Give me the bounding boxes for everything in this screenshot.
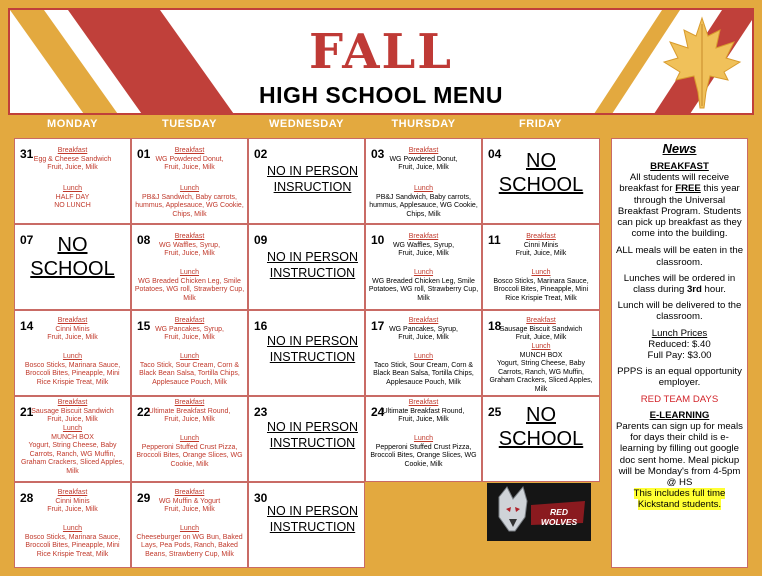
lunch-item: Milk (183, 294, 196, 302)
lunch-item: hummus, Applesauce, WG Cookie, (135, 202, 244, 210)
breakfast-heading: Breakfast (174, 233, 205, 240)
kickstand-highlight: This includes full time Kickstand students. (633, 488, 726, 511)
lunch-item: HALF DAY (55, 193, 90, 201)
day-number: 21 (20, 405, 34, 419)
day-cell-30 (248, 482, 365, 568)
day-cell-17 (365, 310, 482, 396)
lunch-item: Cookie, Milk (170, 460, 209, 468)
day-cell-18 (482, 310, 600, 396)
lunch-item: Cheeseburger on WG Bun, Baked (136, 533, 243, 541)
day-cell-29 (131, 482, 248, 568)
lunch-order-note (614, 273, 745, 295)
lunch-item: Chips, Milk (172, 210, 207, 218)
no-school-notice (483, 403, 599, 451)
lunch-item: Taco Stick, Sour Cream, Corn & (139, 361, 240, 369)
lunch-section (132, 525, 247, 559)
breakfast-info-heading: BREAKFAST (650, 161, 709, 172)
day-number: 25 (488, 405, 502, 419)
breakfast-section (132, 147, 247, 173)
lunch-item: Black Bean Salsa, Tortilla Chips, (373, 370, 474, 378)
breakfast-item: Fruit, Juice, Milk (515, 334, 567, 342)
lunch-heading: Lunch (179, 269, 200, 276)
breakfast-info-text: All students will receive breakfast for (619, 172, 730, 195)
lunch-item: Chips, Milk (406, 210, 441, 218)
day-header-thursday: THURSDAY (391, 118, 456, 130)
breakfast-item: Fruit, Juice, Milk (47, 334, 98, 342)
notice-line: SCHOOL (498, 174, 584, 196)
breakfast-section (15, 147, 130, 173)
lunch-heading: Lunch (179, 353, 200, 360)
no-school-notice (483, 149, 599, 197)
day-header-tuesday: TUESDAY (161, 118, 218, 130)
lunch-heading: Lunch (62, 353, 83, 360)
lunch-heading: Lunch (413, 269, 434, 276)
notice-line: NO IN PERSON (267, 334, 358, 348)
lunch-item: Graham Crackers, Sliced Apples, (489, 377, 593, 385)
lunch-item: MUNCH BOX (51, 433, 94, 441)
breakfast-item: Fruit, Juice, Milk (164, 334, 215, 342)
breakfast-heading: Breakfast (526, 317, 556, 324)
day-cell-04 (482, 138, 600, 224)
lunch-section (15, 525, 130, 559)
lunch-item: Applesauce Pouch, Milk (386, 378, 461, 386)
no-in-person-notice (263, 333, 362, 365)
lunch-item: WG Breaded Chicken Leg, Smile (372, 277, 475, 285)
lunch-item: Carrots, Ranch, WG Muffin, (29, 450, 116, 458)
notice-line: INSTRUCTION (269, 520, 356, 534)
equal-opportunity-note: PPPS is an equal opportunity employer. (617, 366, 742, 389)
red-team-days: RED TEAM DAYS (640, 393, 719, 405)
lunch-heading: Lunch (531, 343, 551, 350)
lunch-heading: Lunch (413, 353, 434, 360)
day-number: 30 (254, 491, 268, 505)
day-cell-23 (248, 396, 365, 482)
day-number: 24 (371, 405, 385, 419)
day-number: 17 (371, 319, 385, 333)
lunch-heading: Lunch (179, 525, 200, 532)
breakfast-section (366, 399, 481, 425)
breakfast-item: Fruit, Juice, Milk (47, 506, 98, 514)
breakfast-item: WG Muffin & Yogurt (158, 497, 221, 505)
breakfast-heading: Breakfast (408, 233, 439, 240)
day-number: 22 (137, 405, 151, 419)
classroom-meal-note: ALL meals will be eaten in the classroom. (615, 245, 744, 268)
lunch-item: Bosco Sticks, Marinara Sauce, (24, 533, 121, 541)
breakfast-item: WG Pancakes, Syrup, (389, 325, 458, 333)
no-in-person-notice (263, 419, 362, 451)
day-number: 31 (20, 147, 34, 161)
day-number: 16 (254, 319, 268, 333)
day-cell-07 (14, 224, 131, 310)
breakfast-section (15, 317, 130, 343)
notice-line: INSTRUCTION (269, 266, 356, 280)
day-number: 07 (20, 233, 34, 247)
lunch-item: Black Bean Salsa, Tortilla Chips, (139, 370, 240, 378)
day-number: 15 (137, 319, 151, 333)
e-learning-heading: E-LEARNING (649, 409, 710, 421)
lunch-heading: Lunch (413, 185, 434, 192)
breakfast-section (483, 233, 599, 259)
lunch-heading: Lunch (62, 525, 83, 532)
lunch-heading: Lunch (413, 435, 434, 442)
notice-line: SCHOOL (30, 258, 115, 280)
full-price: Full Pay: $3.00 (647, 350, 712, 362)
day-number: 23 (254, 405, 268, 419)
notice-line: NO IN PERSON (267, 504, 358, 518)
day-number: 01 (137, 147, 151, 161)
news-title: News (662, 141, 697, 156)
lunch-item: Yogurt, String Cheese, Baby (28, 442, 117, 450)
page-subtitle: HIGH SCHOOL MENU (259, 82, 503, 108)
lunch-item: WG Breaded Chicken Leg, Smile (138, 277, 241, 285)
breakfast-item: Fruit, Juice, Milk (398, 164, 449, 172)
no-in-person-notice (263, 503, 362, 535)
day-cell-25 (482, 396, 600, 482)
breakfast-item: Fruit, Juice, Milk (398, 250, 449, 258)
breakfast-item: WG Waffles, Syrup, (158, 241, 221, 249)
breakfast-item: Fruit, Juice, Milk (47, 416, 98, 424)
lunch-item: Yogurt, String Cheese, Baby (496, 360, 586, 368)
lunch-item: PB&J Sandwich, Baby carrots, (142, 193, 237, 201)
lunch-item: Milk (417, 294, 430, 302)
day-number: 08 (137, 233, 151, 247)
day-number: 02 (254, 147, 268, 161)
breakfast-section (366, 147, 481, 173)
day-cell-22 (131, 396, 248, 482)
breakfast-heading: Breakfast (174, 317, 205, 324)
day-cell-14 (14, 310, 131, 396)
breakfast-heading: Breakfast (57, 399, 88, 406)
breakfast-heading: Breakfast (174, 147, 205, 154)
day-number: 18 (488, 319, 502, 333)
lunch-item: Milk (66, 467, 79, 475)
lunch-item: Lays, Pea Pods, Ranch, Baked (141, 542, 238, 550)
breakfast-item: Ultimate Breakfast Round, (382, 407, 465, 415)
lunch-section (132, 353, 247, 387)
notice-line: NO IN PERSON (267, 420, 358, 434)
lunch-item: Rice Krispie Treat, Milk (36, 550, 109, 558)
breakfast-item: WG Pancakes, Syrup, (155, 325, 224, 333)
lunch-section (132, 185, 247, 219)
breakfast-item: WG Waffles, Syrup, (392, 241, 455, 249)
lunch-section (366, 269, 481, 303)
lunch-item: Milk (534, 385, 548, 393)
e-learning-info (614, 410, 745, 511)
breakfast-heading: Breakfast (408, 317, 439, 324)
notice-line: INSTRUCTION (269, 350, 356, 364)
notice-line: NO (526, 150, 556, 172)
breakfast-item: Fruit, Juice, Milk (164, 506, 215, 514)
lunch-heading: Lunch (62, 425, 83, 432)
e-learning-text: Parents can sign up for meals for days their child is e-learning by filling out google doc sent home. Meal pickup will be Monday's from 4-5pm @ HS (616, 421, 743, 489)
breakfast-section (15, 399, 130, 425)
no-in-person-notice (263, 249, 362, 281)
breakfast-item: Sausage Biscuit Sandwich (499, 325, 583, 333)
lunch-section (15, 185, 130, 211)
hour-emphasis: 3rd (686, 284, 702, 296)
breakfast-item: Ultimate Breakfast Round, (148, 407, 231, 415)
day-number: 28 (20, 491, 34, 505)
lunch-item: Broccoli Bites, Pineapple, Mini (25, 542, 120, 550)
lunch-item: Applesauce Pouch, Milk (152, 378, 227, 386)
lunch-section (366, 435, 481, 469)
lunch-item: MUNCH BOX (519, 351, 563, 359)
lunch-prices (614, 328, 745, 362)
breakfast-item: WG Powdered Donut, (155, 155, 224, 163)
red-wolves-logo (487, 483, 591, 541)
lunch-item: Pepperoni Stuffed Crust Pizza, (141, 443, 238, 451)
lunch-item: Pepperoni Stuffed Crust Pizza, (375, 443, 472, 451)
breakfast-item: Cinni Minis (523, 241, 559, 249)
day-cell-08 (131, 224, 248, 310)
day-cell-31 (14, 138, 131, 224)
lunch-heading: Lunch (179, 185, 200, 192)
notice-line: NO (57, 234, 88, 256)
breakfast-item: Cinni Minis (55, 325, 90, 333)
lunch-section (366, 185, 481, 219)
lunch-item: NO LUNCH (54, 202, 91, 210)
notice-line: NO IN PERSON (267, 250, 358, 264)
lunch-item: Rice Krispie Treat, Milk (36, 378, 109, 386)
lunch-section (15, 425, 130, 477)
lunch-section (366, 353, 481, 387)
day-number: 10 (371, 233, 385, 247)
lunch-prices-heading: Lunch Prices (651, 327, 708, 339)
reduced-price: Reduced: $.40 (648, 338, 711, 350)
lunch-item: Cookie, Milk (404, 460, 443, 468)
breakfast-item: Fruit, Juice, Milk (515, 250, 567, 258)
breakfast-section (132, 489, 247, 515)
notice-line: SCHOOL (498, 428, 584, 450)
lunch-item: Rice Krispie Treat, Milk (505, 294, 577, 302)
lunch-item: Graham Crackers, Sliced Apples, (20, 459, 125, 467)
day-number: 29 (137, 491, 151, 505)
day-cell-03 (365, 138, 482, 224)
day-header-monday: MONDAY (47, 118, 98, 130)
notice-line: NO (526, 404, 556, 426)
breakfast-item: Cinni Minis (55, 497, 90, 505)
lunch-section (132, 269, 247, 303)
lunch-item: Broccoli Bites, Orange Slices, WG (370, 452, 477, 460)
day-cell-15 (131, 310, 248, 396)
notice-line: INSTRUCTION (269, 436, 356, 450)
breakfast-item: WG Powdered Donut, (389, 155, 458, 163)
breakfast-heading: Breakfast (57, 317, 88, 324)
lunch-item: Potatoes, WG roll, Strawberry Cup, (134, 286, 245, 294)
day-number: 14 (20, 319, 34, 333)
breakfast-section (132, 399, 247, 425)
day-cell-21 (14, 396, 131, 482)
breakfast-info (614, 161, 745, 239)
breakfast-heading: Breakfast (174, 399, 205, 406)
lunch-delivery-note: Lunch will be delivered to the classroom. (617, 300, 742, 323)
day-number: 04 (488, 147, 502, 161)
breakfast-item: Fruit, Juice, Milk (398, 416, 449, 424)
lunch-item: Broccoli Bites, Orange Slices, WG (136, 452, 243, 460)
day-cell-02 (248, 138, 365, 224)
breakfast-section (483, 317, 599, 343)
day-number: 03 (371, 147, 385, 161)
day-header-friday: FRIDAY (519, 118, 562, 130)
day-number: 09 (254, 233, 268, 247)
logo-text: RED WOLVES (540, 507, 578, 527)
breakfast-section (15, 489, 130, 515)
breakfast-item: Fruit, Juice, Milk (164, 250, 215, 258)
free-emphasis: FREE (675, 183, 701, 195)
menu-header (8, 8, 754, 115)
day-cell-10 (365, 224, 482, 310)
day-cell-24 (365, 396, 482, 482)
lunch-section (15, 353, 130, 387)
breakfast-item: Sausage Biscuit Sandwich (31, 407, 114, 415)
breakfast-info-text: this year through the Universal Breakfast Program. Students can pick up breakfast as they come into the building. (617, 183, 742, 240)
breakfast-section (366, 233, 481, 259)
breakfast-heading: Breakfast (174, 489, 205, 496)
notice-line: NO IN PERSON (267, 164, 358, 178)
breakfast-section (366, 317, 481, 343)
lunch-heading: Lunch (531, 269, 551, 276)
lunch-item: Beans, Strawberry Cup, Milk (145, 550, 234, 558)
no-in-person-notice (263, 163, 362, 195)
lunch-item: hummus, Applesauce, WG Cookie, (369, 202, 478, 210)
lunch-order-text: Lunches will be ordered in class during (623, 272, 736, 296)
day-cell-28 (14, 482, 131, 568)
lunch-item: PB&J Sandwich, Baby carrots, (376, 193, 471, 201)
lunch-item: Carrots, Ranch, WG Muffin, (498, 368, 584, 376)
lunch-section (132, 435, 247, 469)
lunch-heading: Lunch (62, 185, 83, 192)
breakfast-heading: Breakfast (408, 399, 439, 406)
lunch-section (483, 269, 599, 303)
breakfast-item: Egg & Cheese Sandwich (33, 155, 112, 163)
page-title: FALL (308, 24, 453, 80)
day-header-wednesday: WEDNESDAY (269, 118, 344, 130)
breakfast-item: Fruit, Juice, Milk (164, 164, 215, 172)
lunch-item: Broccoli Bites, Pineapple, Mini (493, 286, 589, 294)
lunch-item: Broccoli Bites, Pineapple, Mini (25, 370, 120, 378)
no-school-notice (15, 233, 130, 281)
day-cell-16 (248, 310, 365, 396)
lunch-item: Bosco Sticks, Marinara Sauce, (24, 361, 121, 369)
day-cell-11 (482, 224, 600, 310)
breakfast-section (132, 233, 247, 259)
breakfast-item: Fruit, Juice, Milk (164, 416, 215, 424)
breakfast-item: Fruit, Juice, Milk (398, 334, 449, 342)
lunch-order-text: hour. (701, 284, 726, 296)
breakfast-heading: Breakfast (408, 147, 439, 154)
breakfast-section (132, 317, 247, 343)
lunch-heading: Lunch (179, 435, 200, 442)
lunch-item: Potatoes, WG roll, Strawberry Cup, (368, 286, 479, 294)
lunch-item: Taco Stick, Sour Cream, Corn & (373, 361, 474, 369)
news-panel (611, 138, 748, 568)
breakfast-heading: Breakfast (57, 489, 88, 496)
breakfast-item: Fruit, Juice, Milk (47, 164, 98, 172)
day-cell-01 (131, 138, 248, 224)
lunch-item: Bosco Sticks, Marinara Sauce, (493, 277, 589, 285)
breakfast-heading: Breakfast (57, 147, 88, 154)
day-cell-09 (248, 224, 365, 310)
notice-line: INSRUCTION (273, 180, 352, 194)
breakfast-heading: Breakfast (526, 233, 556, 240)
lunch-section (483, 343, 599, 395)
day-number: 11 (488, 233, 501, 247)
